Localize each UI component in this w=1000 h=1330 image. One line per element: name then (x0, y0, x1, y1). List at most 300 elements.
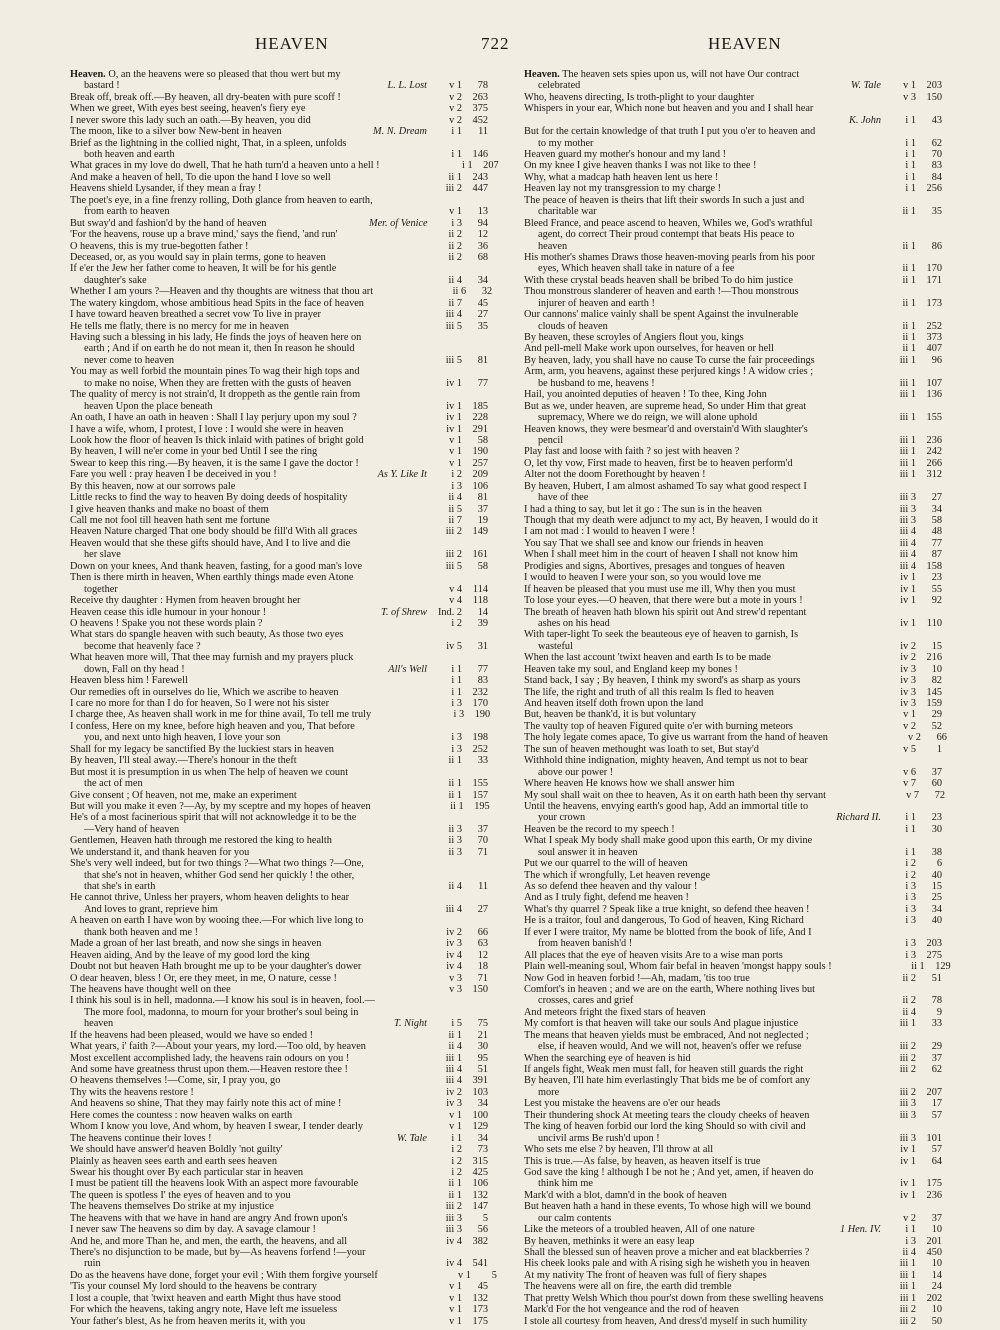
quotation-text: But for the certain knowledge of that truth I put you o'er to heaven and (524, 126, 816, 138)
line-number: 27 (477, 903, 488, 915)
line-number: 56 (477, 1224, 488, 1236)
quotation-text: When we greet, With eyes best seeing, heaven's fiery eye (70, 103, 306, 115)
concordance-line (70, 584, 488, 595)
act-scene-ref: i 1 (451, 126, 462, 138)
act-scene-ref: iii 4 (445, 1075, 462, 1087)
quotation-text: The heavens themselves Do strike at my injustice (70, 1201, 274, 1213)
line-number: 78 (477, 80, 488, 92)
line-number: 33 (931, 1018, 942, 1030)
act-scene-ref: v 3 (449, 983, 462, 995)
concordance-line (524, 1156, 942, 1167)
page-number: 722 (481, 34, 510, 53)
play-title: K. John (848, 114, 881, 126)
act-scene-ref: i 1 (905, 846, 916, 858)
quotation-text: The vaulty top of heaven Figured quite o'er with burning meteors (524, 720, 793, 732)
act-scene-ref: iii 5 (445, 560, 462, 572)
act-scene-ref: i 1 (905, 823, 916, 835)
quotation-text: I had a thing to say, but let it go : The sun is in the heaven (524, 503, 762, 515)
concordance-line (70, 721, 488, 732)
concordance-line (524, 1053, 942, 1064)
concordance-line (524, 1041, 942, 1052)
quotation-text: to make no noise, When they are fretten with the gusts of heaven (84, 377, 352, 389)
quotation-text: He's of a most facinerious spirit that will not acknowledge it to be the (70, 812, 357, 824)
line-number: 15 (931, 881, 942, 893)
quotation-text: Why, what a madcap hath heaven lent us here ! (524, 171, 719, 183)
line-number: 40 (931, 869, 942, 881)
line-number: 150 (926, 91, 942, 103)
line-number: 190 (472, 446, 488, 458)
line-number: 425 (472, 1166, 488, 1178)
concordance-line (70, 286, 493, 298)
line-number: 51 (477, 1064, 488, 1076)
concordance-line (524, 446, 942, 457)
quotation-text: Little recks to find the way to heaven By doing deeds of hospitality (70, 492, 348, 504)
act-scene-ref: i 3 (451, 698, 462, 710)
act-scene-ref: iv 3 (446, 938, 462, 950)
quotation-text: A heaven on earth I have won by wooing thee.—For which live long to (70, 915, 364, 927)
act-scene-ref: iv 4 (446, 961, 462, 973)
line-number: 48 (931, 526, 942, 538)
quotation-text: The which if wrongfully, Let heaven revenge (524, 869, 711, 881)
left-column (70, 68, 499, 1327)
line-number: 40 (931, 915, 942, 927)
quotation-text: Most excellent accomplished lady, the heavens rain odours on you ! (70, 1052, 350, 1064)
quotation-text: God save the king ! although I be not he ; And yet, amen, if heaven do (524, 1166, 814, 1178)
act-scene-ref: iii 4 (445, 1064, 462, 1076)
quotation-text: together (84, 583, 118, 595)
concordance-line (70, 424, 488, 435)
concordance-line (70, 515, 488, 526)
line-number: 36 (477, 240, 488, 252)
act-scene-ref: iv 3 (900, 675, 916, 687)
concordance-line (70, 1213, 488, 1224)
concordance-line (524, 927, 942, 938)
play-title: T. Night (394, 1018, 427, 1030)
quotation-text: Fare you well : pray heaven I be deceived in you ! (70, 469, 277, 481)
concordance-line (524, 698, 942, 709)
quotation-text: Whether I am yours ?—Heaven and thy thoughts are witness that thou art (70, 286, 374, 298)
concordance-line (524, 527, 942, 538)
quotation-text: I stole all courtesy from heaven, And dress'd myself in such humility (524, 1315, 808, 1327)
concordance-line (70, 218, 488, 229)
line-number: 315 (472, 1155, 488, 1167)
quotation-text: With taper-light To seek the beauteous eye of heaven to garnish, Is (524, 629, 799, 641)
line-number: 147 (472, 1201, 488, 1213)
concordance-line (524, 115, 942, 126)
concordance-line (524, 229, 942, 240)
line-number: 11 (478, 881, 488, 893)
quotation-text: What heaven more will, That thee may furnish and my prayers pluck (70, 652, 354, 664)
quotation-text: Heaven. The heaven sets spies upon us, will not have Our contract (524, 68, 800, 80)
line-number: 70 (477, 835, 488, 847)
act-scene-ref: iii 1 (899, 446, 916, 458)
concordance-line (70, 80, 488, 91)
line-number: 202 (926, 1292, 943, 1304)
line-number: 95 (477, 1052, 488, 1064)
concordance-line (70, 160, 499, 172)
line-number: 107 (926, 377, 942, 389)
concordance-line (524, 1201, 942, 1212)
concordance-line (70, 1269, 497, 1281)
quotation-text: Mark'd For the hot vengeance and the rod of heaven (524, 1304, 739, 1316)
quotation-text: Here comes the countess : now heaven walks on earth (70, 1109, 293, 1121)
quotation-text: else, if heaven would, And we will not, heaven's offer we refuse (538, 1041, 802, 1053)
line-number: 103 (472, 1086, 488, 1098)
act-scene-ref: v 1 (449, 206, 462, 218)
act-scene-ref: iv 1 (900, 1178, 916, 1190)
line-number: 38 (931, 846, 942, 858)
headword: Heaven. (70, 68, 106, 80)
quotation-text: Whom I know you love, And whom, by heaven I swear, I tender dearly (70, 1121, 363, 1133)
quotation-text: think him me (538, 1178, 593, 1190)
line-number: 27 (477, 309, 488, 321)
line-number: 87 (931, 549, 942, 561)
quotation-text: On my knee I give heaven thanks I was not like to thee ! (524, 160, 757, 172)
quotation-text: My soul shall wait on thee to heaven, As it on earth hath been thy servant (524, 789, 826, 801)
quotation-text: And as I truly fight, defend me heaven ! (524, 892, 689, 904)
concordance-line (524, 80, 942, 91)
quotation-text: her slave (84, 549, 121, 561)
quotation-text: The heavens with that we have in hand are angry And frown upon's (70, 1212, 348, 1224)
quotation-text: Thy wits the heavens restore ! (70, 1086, 194, 1098)
concordance-line (70, 652, 488, 663)
quotation-text: By heaven, lady, you shall have no cause To curse the fair proceedings (524, 354, 815, 366)
act-scene-ref: iv 5 (446, 640, 462, 652)
quotation-text: I care no more for than I do for heaven, So I were not his sister (70, 698, 330, 710)
concordance-line (524, 538, 942, 549)
quotation-text: to my mother (538, 137, 594, 149)
quotation-text: Deceased, or, as you would say in plain terms, gone to heaven (70, 251, 326, 263)
quotation-text: Now God in heaven forbid !—Ah, madam, 'tis too true (524, 972, 750, 984)
concordance-line (524, 69, 942, 80)
act-scene-ref: ii 5 (448, 503, 462, 515)
act-scene-ref: i 1 (451, 1132, 462, 1144)
quotation-text: you, and next unto high heaven, I love your son (84, 732, 281, 744)
concordance-line (70, 1018, 488, 1029)
play-title: Richard II. (836, 812, 881, 824)
line-number: 242 (926, 446, 942, 458)
quotation-text: Receive thy daughter : Hymen from heaven brought her (70, 595, 301, 607)
act-scene-ref: v 1 (449, 1304, 462, 1316)
quotation-text: I think his soul is in hell, madonna.—I know his soul is in heaven, fool.— (70, 995, 375, 1007)
concordance-line (524, 710, 942, 721)
act-scene-ref: iii 2 (445, 183, 462, 195)
quotation-text: pencil (538, 434, 564, 446)
line-number: 81 (477, 492, 488, 504)
concordance-line (524, 732, 947, 744)
concordance-line (524, 995, 942, 1006)
line-number: 150 (472, 983, 488, 995)
act-scene-ref: iii 1 (445, 1052, 462, 1064)
act-scene-ref: iv 2 (446, 1086, 462, 1098)
concordance-line (524, 263, 942, 274)
concordance-line (524, 218, 942, 229)
quotation-text: To lose your eyes.—O heaven, that there were but a mote in yours ! (524, 595, 803, 607)
act-scene-ref: ii 1 (902, 320, 916, 332)
line-number: 66 (936, 732, 947, 744)
line-number: 51 (931, 972, 942, 984)
act-scene-ref: iv 1 (900, 595, 916, 607)
concordance-line (70, 252, 488, 263)
concordance-line (70, 767, 488, 778)
line-number: 10 (931, 1258, 942, 1270)
quotation-text: Heaven be the record to my speech ! (524, 823, 675, 835)
act-scene-ref: v 2 (449, 114, 462, 126)
quotation-text: O dear heaven, bless ! Or, ere they meet, in me, O nature, cesse ! (70, 972, 337, 984)
line-number: 35 (477, 320, 488, 332)
act-scene-ref: v 2 (449, 103, 462, 115)
quotation-text: The heavens continue their loves ! (70, 1132, 212, 1144)
act-scene-ref: iii 1 (899, 1292, 917, 1304)
quotation-text: What stars do spangle heaven with such beauty, As those two eyes (70, 629, 344, 641)
concordance-line (524, 664, 942, 675)
concordance-line (524, 241, 942, 252)
concordance-line (524, 687, 942, 698)
concordance-line (70, 458, 488, 469)
line-number: 78 (931, 995, 942, 1007)
quotation-text: You may as well forbid the mountain pines To wag their high tops and (70, 366, 360, 378)
concordance-line (524, 1098, 942, 1109)
act-scene-ref: ii 1 (902, 332, 916, 344)
quotation-text: We should have answer'd heaven Boldly 'not guilty' (70, 1144, 283, 1156)
concordance-line (524, 366, 942, 377)
quotation-text: Heaven would that she these gifts should have, And I to live and die (70, 537, 351, 549)
concordance-line (70, 847, 488, 858)
line-number: 23 (931, 812, 942, 824)
quotation-text: Made a groan of her last breath, and now she sings in heaven (70, 938, 322, 950)
concordance-line (70, 687, 488, 698)
concordance-line (70, 629, 488, 640)
quotation-text: heaven (538, 240, 568, 252)
concordance-line (70, 1053, 488, 1064)
concordance-line (524, 458, 942, 469)
concordance-line (524, 435, 942, 446)
line-number: 203 (926, 938, 942, 950)
line-number: 6 (936, 858, 942, 870)
quotation-text: more (538, 1086, 560, 1098)
concordance-line (524, 344, 942, 355)
concordance-line (70, 1178, 488, 1189)
concordance-line (524, 973, 942, 984)
act-scene-ref: v 3 (449, 972, 462, 984)
quotation-text: And meteors fright the fixed stars of heaven (524, 1006, 706, 1018)
quotation-text: Though that my death were adjunct to my act, By heaven, I would do it (524, 515, 818, 527)
quotation-text: from heaven banish'd ! (538, 938, 633, 950)
line-number: 14 (477, 606, 488, 618)
play-title: Mer. of Venice (369, 217, 428, 229)
quotation-text: be husband to me, heavens ! (538, 377, 655, 389)
line-number: 207 (926, 1086, 942, 1098)
quotation-text: But sway'd and fashion'd by the hand of heaven (70, 217, 267, 229)
concordance-line (524, 789, 945, 801)
act-scene-ref: i 1 (905, 171, 916, 183)
concordance-line (70, 561, 488, 572)
quotation-text: above our power ! (538, 766, 614, 778)
quotation-text: The queen is spotless I' the eyes of heaven and to you (70, 1189, 291, 1201)
act-scene-ref: i 3 (905, 915, 916, 927)
concordance-line (70, 709, 491, 721)
concordance-line (524, 938, 942, 949)
line-number: 195 (474, 800, 490, 812)
concordance-line (70, 973, 488, 984)
act-scene-ref: ii 1 (450, 800, 464, 812)
act-scene-ref: ii 2 (902, 972, 916, 984)
concordance-line (524, 103, 942, 114)
quotation-text: He is a traitor, foul and dangerous, To God of heaven, King Richard (524, 915, 804, 927)
concordance-line (70, 412, 488, 423)
quotation-text: The holy legate comes apace, To give us warrant from the hand of heaven (524, 732, 828, 744)
quotation-text: celebrated (538, 80, 581, 92)
concordance-line (524, 252, 942, 263)
quotation-text: O heavens, this is my true-begotten father ! (70, 240, 249, 252)
line-number: 149 (472, 526, 488, 538)
act-scene-ref: i 1 (905, 114, 916, 126)
act-scene-ref: i 1 (905, 149, 916, 161)
quotation-text: Play fast and loose with faith ? so jest with heaven ? (524, 446, 740, 458)
concordance-line (524, 801, 942, 812)
act-scene-ref: iii 2 (445, 549, 462, 561)
line-number: 25 (931, 892, 942, 904)
concordance-line (70, 504, 488, 515)
act-scene-ref: iii 1 (899, 469, 916, 481)
concordance-line (524, 1224, 942, 1235)
line-number: 132 (472, 1189, 488, 1201)
act-scene-ref: i 2 (905, 869, 916, 881)
act-scene-ref: iv 1 (900, 572, 916, 584)
act-scene-ref: v 1 (449, 1109, 462, 1121)
line-number: 31 (477, 640, 488, 652)
concordance-line (70, 344, 488, 355)
quotation-text: If e'er the Jew her father come to heaven, It will be for his gentle (70, 263, 337, 275)
quotation-text: My comfort is that heaven will take our souls And plague injustice (524, 1018, 799, 1030)
quotation-text: What graces in my love do dwell, That he hath turn'd a heaven unto a hell ! (70, 160, 380, 172)
concordance-line (524, 481, 942, 492)
quotation-text: O, let thy vow, First made to heaven, first be to heaven perform'd (524, 457, 793, 469)
quotation-text: If angels fight, Weak men must fall, for heaven still guards the right (524, 1064, 804, 1076)
concordance-line (70, 1201, 488, 1212)
act-scene-ref: iv 4 (446, 949, 462, 961)
line-number: 52 (931, 720, 942, 732)
act-scene-ref: iii 1 (899, 389, 916, 401)
quotation-text: heaven (84, 1018, 114, 1030)
quotation-text: Call me not fool till heaven hath sent me fortune (70, 515, 270, 527)
concordance-line (524, 835, 942, 846)
line-number: 207 (483, 160, 499, 172)
line-number: 391 (472, 1075, 488, 1087)
concordance-line (70, 103, 488, 114)
act-scene-ref: i 1 (905, 812, 916, 824)
concordance-line (524, 984, 942, 995)
quotation-text: Withhold thine indignation, mighty heaven, And tempt us not to bear (524, 755, 808, 767)
act-scene-ref: iii 3 (899, 1098, 916, 1110)
concordance-line (70, 138, 488, 149)
concordance-line (70, 1121, 488, 1132)
concordance-line (524, 847, 942, 858)
quotation-text: soul answer it in heaven (538, 846, 638, 858)
line-number: 373 (926, 332, 942, 344)
act-scene-ref: i 3 (905, 881, 916, 893)
act-scene-ref: iv 1 (446, 412, 462, 424)
line-number: 29 (931, 709, 942, 721)
act-scene-ref: iv 3 (900, 686, 916, 698)
quotation-text: the act of men (84, 778, 143, 790)
concordance-line (70, 538, 488, 549)
line-number: 64 (931, 1155, 942, 1167)
act-scene-ref: i 2 (451, 1144, 462, 1156)
concordance-line (524, 1213, 942, 1224)
concordance-line (70, 870, 488, 881)
line-number: 34 (477, 274, 488, 286)
concordance-line (70, 206, 488, 217)
act-scene-ref: i 2 (451, 617, 462, 629)
quotation-text: Our cannons' malice vainly shall be spent Against the invulnerable (524, 309, 799, 321)
concordance-line (70, 1224, 488, 1235)
concordance-line (70, 995, 488, 1006)
quotation-text: The life, the right and truth of all this realm Is fled to heaven (524, 686, 774, 698)
act-scene-ref: i 3 (905, 949, 916, 961)
act-scene-ref: v 1 (449, 457, 462, 469)
act-scene-ref: iii 4 (445, 309, 462, 321)
concordance-line (70, 1041, 488, 1052)
line-number: 407 (926, 343, 942, 355)
concordance-line (524, 424, 942, 435)
act-scene-ref: v 1 (449, 1121, 462, 1133)
quotation-text: What's thy quarrel ? Speak like a true knight, so defend thee heaven ! (524, 903, 810, 915)
line-number: 66 (477, 926, 488, 938)
quotation-text: Do as the heavens have done, forget your evil ; With them forgive yourself (70, 1269, 378, 1281)
quotation-text: But most it is presumption in us when The help of heaven we count (70, 766, 349, 778)
concordance-line (70, 915, 488, 926)
line-number: 155 (926, 412, 942, 424)
line-number: 228 (472, 412, 488, 424)
act-scene-ref: i 3 (451, 217, 462, 229)
line-number: 29 (931, 1041, 942, 1053)
quotation-text: crosses, cares and grief (538, 995, 634, 1007)
concordance-line (524, 950, 942, 961)
quotation-text: The poet's eye, in a fine frenzy rolling, Doth glance from heaven to earth, (70, 194, 373, 206)
act-scene-ref: ii 2 (448, 251, 462, 263)
concordance-line (70, 183, 488, 194)
line-number: 110 (926, 617, 942, 629)
act-scene-ref: iii 2 (899, 1304, 916, 1316)
quotation-text: Brief as the lightning in the collied night, That, in a spleen, unfolds (70, 137, 347, 149)
line-number: 382 (472, 1235, 488, 1247)
act-scene-ref: ii 4 (902, 1247, 916, 1259)
quotation-text: Heaven Nature charged That one body should be fill'd With all graces (70, 526, 358, 538)
act-scene-ref: iv 3 (900, 698, 916, 710)
concordance-line (524, 675, 942, 686)
concordance-line (524, 332, 942, 343)
concordance-line (524, 1236, 942, 1247)
line-number: 82 (931, 675, 942, 687)
concordance-line (524, 309, 942, 320)
quotation-text: Down on your knees, And thank heaven, fasting, for a good man's love (70, 560, 363, 572)
quotation-text: wasteful (538, 640, 573, 652)
act-scene-ref: ii 4 (448, 274, 462, 286)
line-number: 37 (477, 823, 488, 835)
act-scene-ref: iv 4 (446, 1258, 462, 1270)
quotation-text: I have a wife, whom, I protest, I love : I would she were in heaven (70, 423, 344, 435)
act-scene-ref: i 2 (451, 469, 462, 481)
line-number: 62 (931, 137, 942, 149)
quotation-text: ruin (84, 1258, 101, 1270)
quotation-text: The breath of heaven hath blown his spirit out And strew'd repentant (524, 606, 807, 618)
act-scene-ref: ii 1 (902, 263, 916, 275)
concordance-line (70, 229, 488, 240)
concordance-line (70, 1167, 488, 1178)
concordance-line (70, 1236, 488, 1247)
line-number: 21 (477, 1029, 488, 1041)
